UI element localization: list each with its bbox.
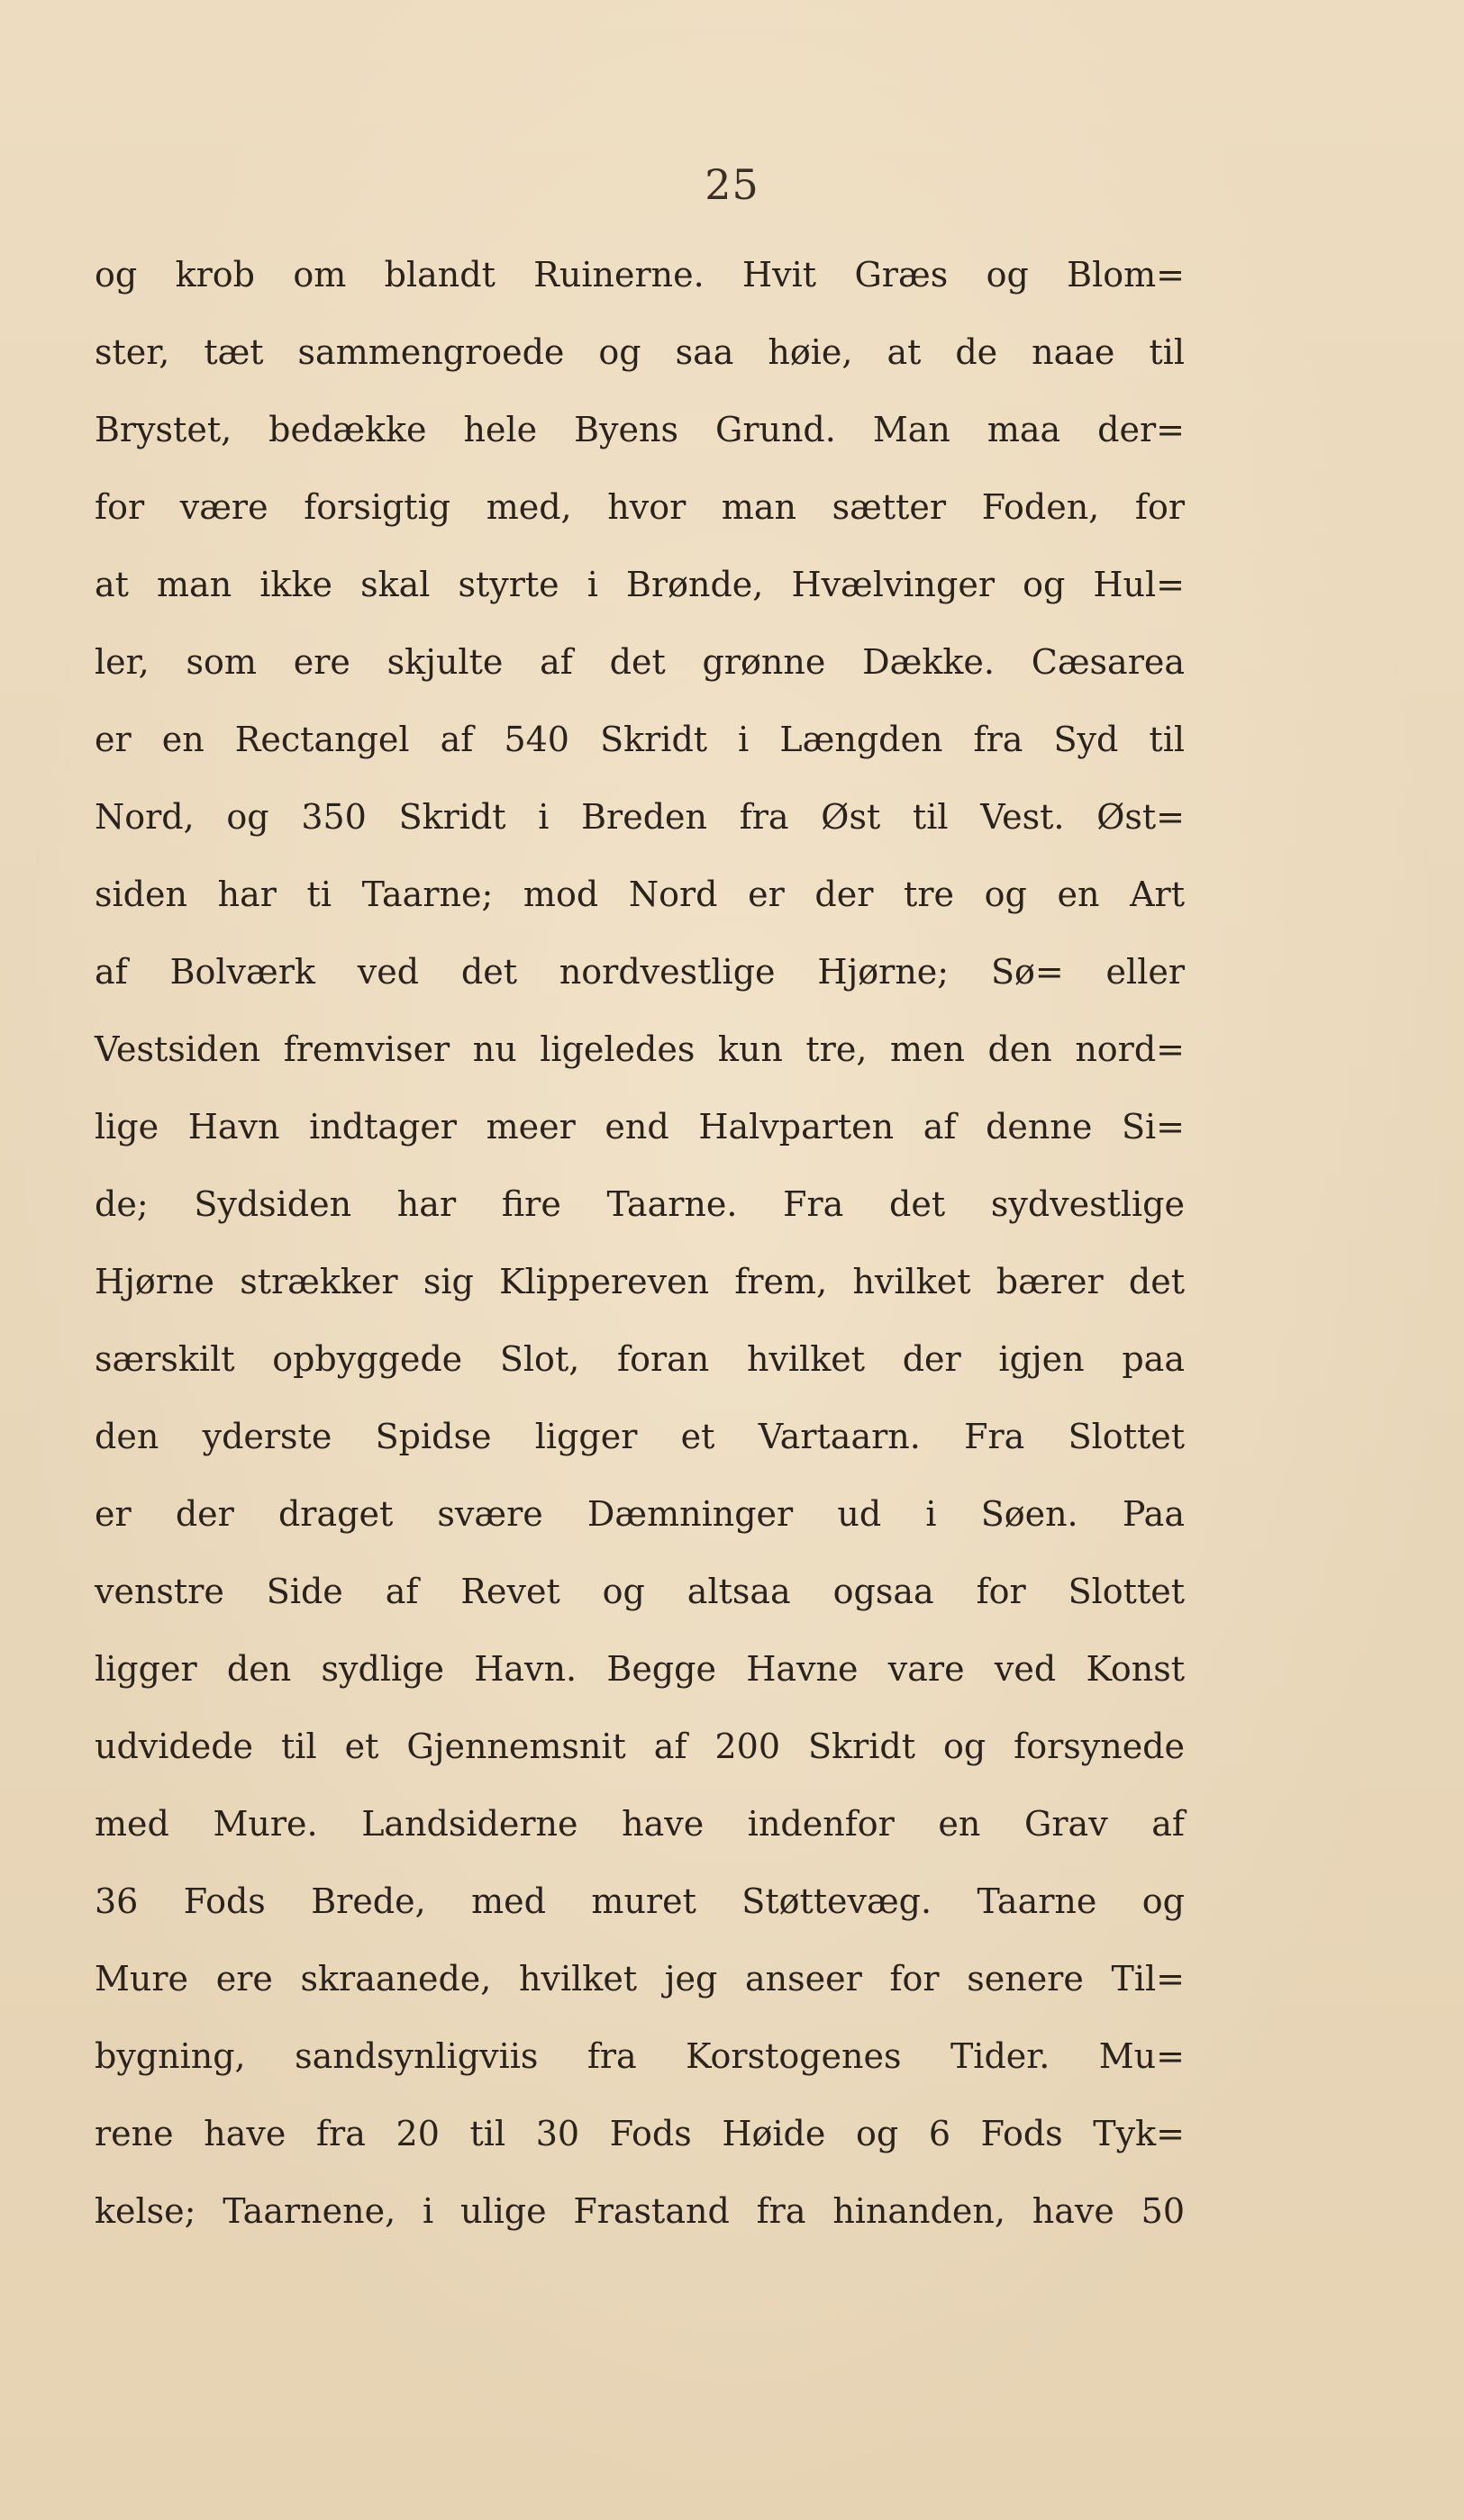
text-line: ster, tæt sammengroede og saa høie, at de naae til — [95, 332, 1185, 372]
text-line: med Mure. Landsiderne have indenfor en Grav af — [95, 1804, 1185, 1844]
text-line: af Bolværk ved det nordvestlige Hjørne; Sø= eller — [95, 952, 1185, 992]
text-line: udvidede til et Gjennemsnit af 200 Skridt og forsynede — [95, 1727, 1185, 1766]
text-line: Nord, og 350 Skridt i Breden fra Øst til Vest. Øst= — [95, 797, 1185, 837]
body-text — [95, 236, 1185, 2250]
text-line: kelse; Taarnene, i ulige Frastand fra hinanden, have 50 — [95, 2191, 1185, 2231]
text-line: særskilt opbyggede Slot, foran hvilket der igjen paa — [95, 1339, 1185, 1379]
text-line: den yderste Spidse ligger et Vartaarn. Fra Slottet — [95, 1417, 1185, 1456]
text-line: Mure ere skraanede, hvilket jeg anseer for senere Til= — [95, 1959, 1185, 1999]
text-line: Vestsiden fremviser nu ligeledes kun tre, men den nord= — [95, 1029, 1185, 1069]
text-line: siden har ti Taarne; mod Nord er der tre og en Art — [95, 875, 1185, 914]
text-line: og krob om blandt Ruinerne. Hvit Græs og Blom= — [95, 255, 1185, 295]
text-line: de; Sydsiden har fire Taarne. Fra det sydvestlige — [95, 1184, 1185, 1224]
text-line: ler, som ere skjulte af det grønne Dække. Cæsarea — [95, 642, 1185, 682]
text-line: 36 Fods Brede, med muret Støttevæg. Taarne og — [95, 1881, 1185, 1921]
page-number: 25 — [705, 160, 759, 209]
text-line: lige Havn indtager meer end Halvparten af denne Si= — [95, 1107, 1185, 1147]
text-line: Brystet, bedække hele Byens Grund. Man maa der= — [95, 410, 1185, 449]
text-line: rene have fra 20 til 30 Fods Høide og 6 Fods Tyk= — [95, 2114, 1185, 2153]
text-line: venstre Side af Revet og altsaa ogsaa for Slottet — [95, 1572, 1185, 1611]
text-line: ligger den sydlige Havn. Begge Havne vare ved Konst — [95, 1649, 1185, 1689]
text-line: er en Rectangel af 540 Skridt i Længden fra Syd til — [95, 720, 1185, 759]
text-line: er der draget svære Dæmninger ud i Søen. Paa — [95, 1494, 1185, 1534]
text-line: for være forsigtig med, hvor man sætter Foden, for — [95, 487, 1185, 527]
text-line: Hjørne strækker sig Klippereven frem, hvilket bærer det — [95, 1262, 1185, 1301]
text-line: bygning, sandsynligviis fra Korstogenes Tider. Mu= — [95, 2036, 1185, 2076]
text-line: at man ikke skal styrte i Brønde, Hvælvinger og Hul= — [95, 565, 1185, 604]
